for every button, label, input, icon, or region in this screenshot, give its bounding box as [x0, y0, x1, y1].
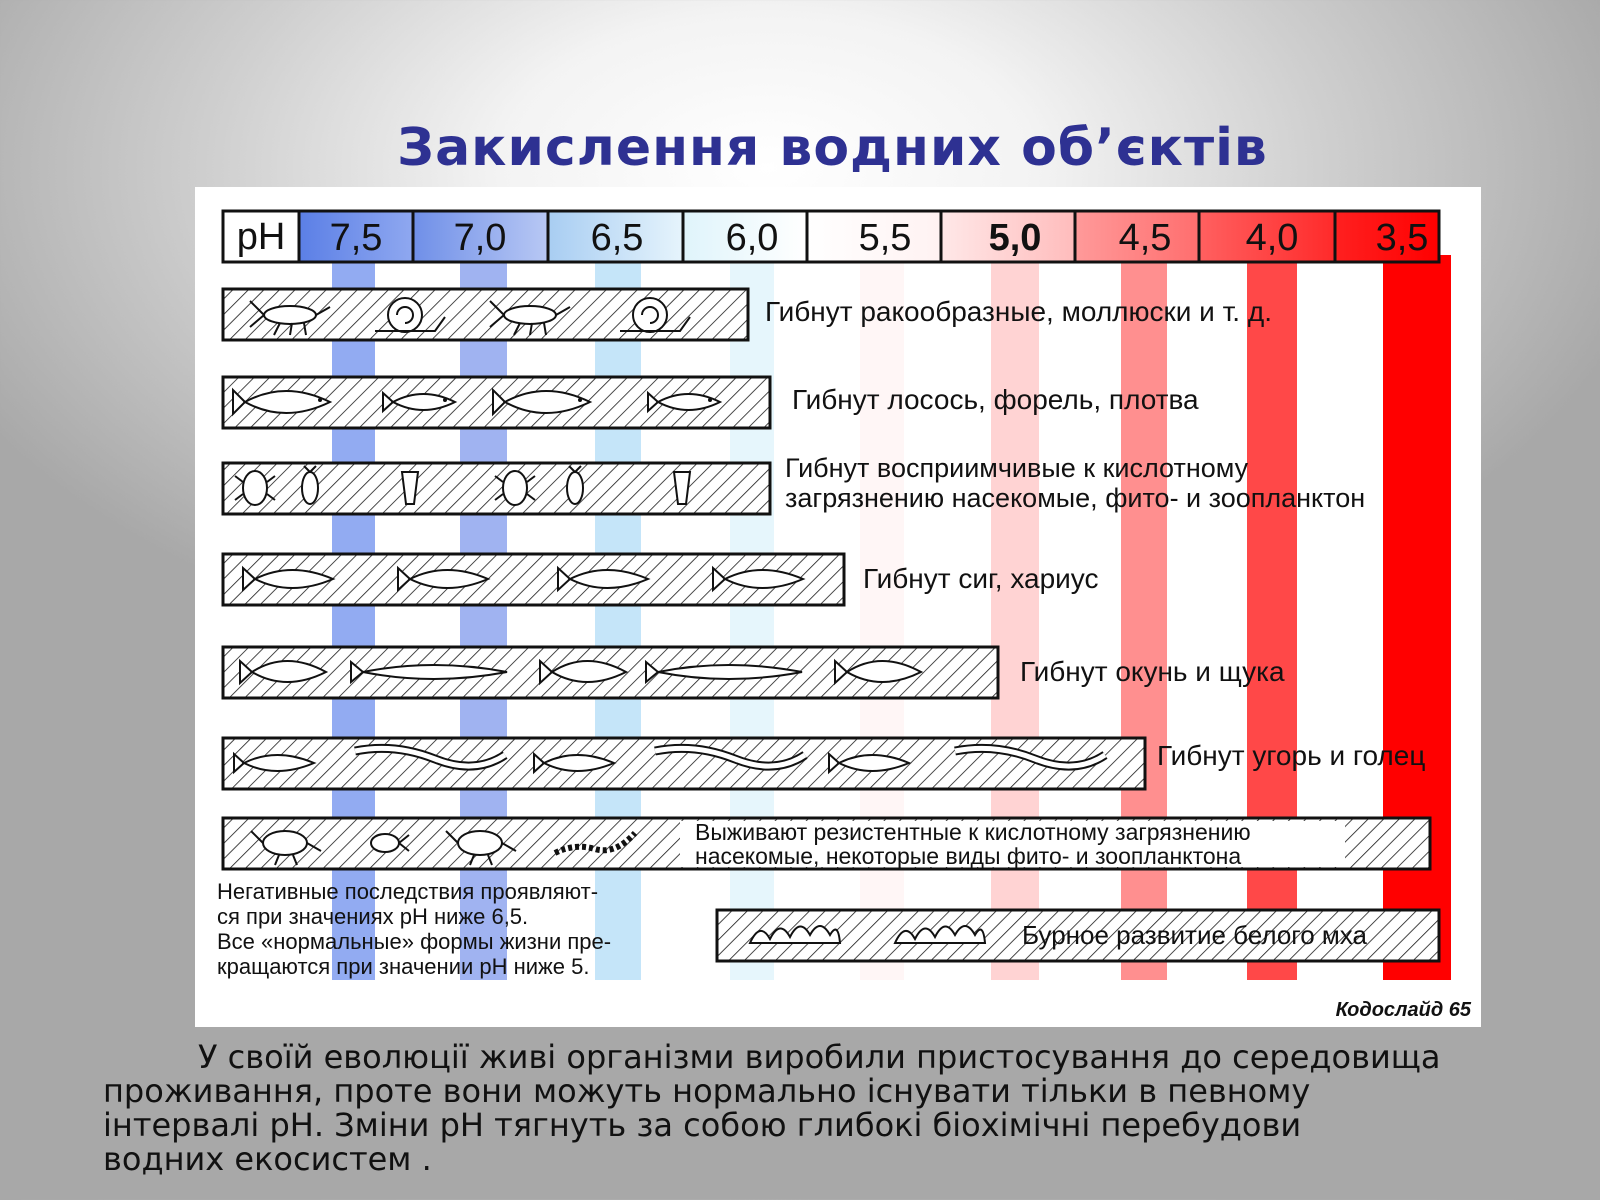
row-eel-char: [223, 738, 1425, 789]
ph-value-7-5: 7,5: [329, 217, 383, 259]
note-line-1: Негативные последствия проявляют-: [217, 879, 599, 904]
plankton-icon: [402, 472, 418, 504]
ph-value-5-0: 5,0: [988, 217, 1042, 259]
ph-scale-header: [223, 211, 1439, 262]
ph-stripe-5-5: [860, 255, 904, 980]
row-label: Гибнут окунь и щука: [1020, 656, 1285, 687]
row-resistant: [223, 818, 1430, 869]
caption-line-1: У своїй еволюції живі організми виробили пристосування до середовища: [198, 1038, 1441, 1076]
ph-value-4-5: 4,5: [1118, 217, 1172, 259]
row-insects-plankton: [223, 453, 1365, 514]
plankton-icon: [674, 472, 690, 504]
ph-diagram: [195, 187, 1481, 1027]
note-block: [217, 879, 611, 979]
caption-line-2: проживання, проте вони можуть нормально існувати тільки в певному: [103, 1072, 1311, 1110]
caption-line-4: водних екосистем .: [103, 1140, 432, 1178]
row-crustaceans: [223, 289, 1272, 340]
ph-label: pH: [236, 216, 286, 258]
row-label-line-2: насекомые, некоторые виды фито- и зоопланктона: [695, 843, 1242, 869]
ph-stripes: [332, 255, 1451, 980]
ph-stripe-6-0: [730, 255, 774, 980]
ph-stripe-5-0: [991, 255, 1039, 980]
row-label-line-1: Выживают резистентные к кислотному загрязнению: [695, 819, 1251, 845]
ph-stripe-7-5: [332, 255, 375, 980]
row-label: Гибнут лосось, форель, плотва: [792, 384, 1199, 415]
row-salmon: [223, 377, 1199, 428]
caption: [103, 1040, 1563, 1176]
ph-value-5-5: 5,5: [858, 217, 912, 259]
note-line-2: ся при значениях pH ниже 6,5.: [217, 904, 529, 929]
page-title: Закислення водних об’єктів: [397, 118, 1268, 178]
ph-value-6-5: 6,5: [590, 217, 644, 259]
ph-value-7-0: 7,0: [453, 217, 507, 259]
ph-stripe-4-5: [1121, 255, 1167, 980]
ph-stripe-3-5: [1383, 255, 1451, 980]
ph-value-3-5: 3,5: [1375, 217, 1429, 259]
row-label-line-2: загрязнению насекомые, фито- и зоопланктон: [785, 483, 1366, 513]
note-line-3: Все «нормальные» формы жизни пре-: [217, 929, 612, 954]
ph-diagram-panel: [195, 187, 1481, 1027]
note-line-4: кращаются при значении pH ниже 5.: [217, 954, 590, 979]
row-white-moss: [717, 910, 1439, 961]
row-whitefish: [223, 554, 1098, 605]
row-label: Бурное развитие белого мха: [1022, 920, 1367, 950]
ph-value-4-0: 4,0: [1245, 217, 1299, 259]
row-label: Гибнут сиг, хариус: [863, 563, 1099, 594]
ph-stripe-4-0: [1247, 255, 1297, 980]
row-label-line-1: Гибнут восприимчивые к кислотному: [785, 453, 1249, 483]
ph-stripe-6-5: [595, 255, 641, 980]
row-label: Гибнут ракообразные, моллюски и т. д.: [765, 296, 1272, 327]
ph-value-6-0: 6,0: [725, 217, 779, 259]
credit: Кодослайд 65: [1335, 999, 1471, 1021]
caption-line-3: інтервалі рН. Зміни рН тягнуть за собою глибокі біохімічні перебудови: [103, 1106, 1302, 1144]
ph-stripe-7-0: [460, 255, 507, 980]
row-label: Гибнут угорь и голец: [1157, 740, 1426, 771]
